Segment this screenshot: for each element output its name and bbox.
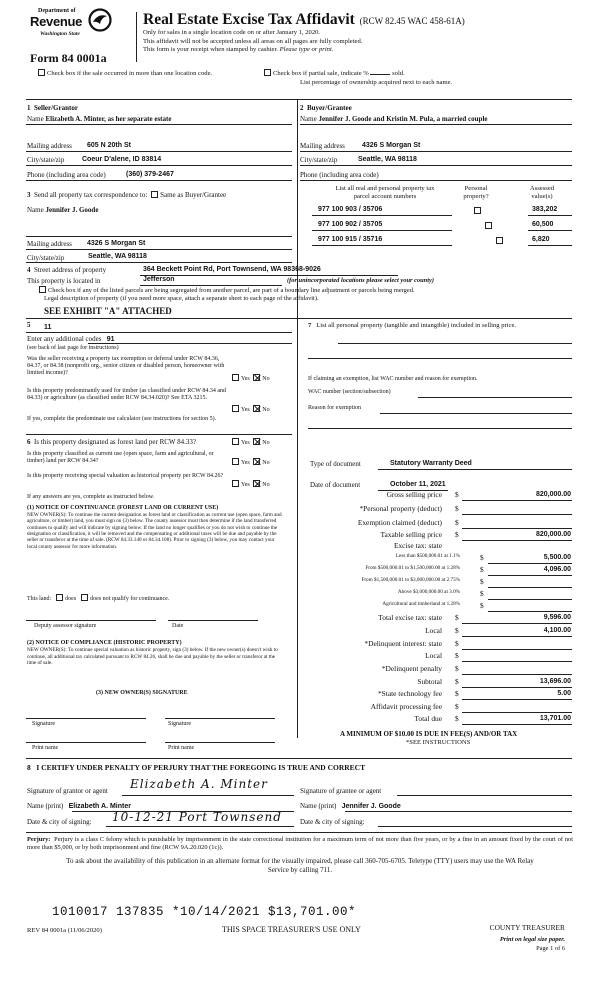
grantor-print-row: Name (print) Elizabeth A. Minter	[27, 802, 131, 810]
form-title: Real Estate Excise Tax Affidavit	[143, 11, 355, 28]
rev-number: REV 84 0001a (11/06/2020)	[27, 927, 102, 934]
partial-pct-field[interactable]	[370, 69, 390, 75]
form-number: Form 84 0001a	[30, 51, 107, 65]
grantor-print-name[interactable]: Elizabeth A. Minter	[68, 803, 131, 810]
seller-city-label: City/state/zip	[27, 156, 65, 164]
treasurer-stamp: 1010017 137835 *10/14/2021 $13,701.00*	[52, 905, 357, 919]
calc-currency: $	[480, 589, 484, 598]
notice1-text: NEW OWNER(S): To continue the current designation as forest land or classification as current use (open space, farm and agriculture, or timber) land, you must sign on (3) below. The county assessor must then determine if the land transferred continues to qualify and will indicate by signing below. If the land no longer qualifies or you do not wish to continue the designation or classification, it will be removed and the compensating or additional taxes will be due and payable by the seller or transferor at the time of sale. (RCW 84.33.140 or 84.34.108). Prior to signing (3) below, you may contact your local county assessor for more information.	[27, 512, 282, 550]
buyer-city[interactable]: Seattle, WA 98118	[358, 156, 417, 163]
exhibit-text: SEE EXHIBIT "A" ATTACHED	[44, 306, 172, 316]
calc-label: *Personal property (deduct)	[359, 504, 442, 513]
assessed-value[interactable]: 60,500	[532, 221, 554, 228]
calc-label: Total due	[414, 714, 442, 723]
partial-sale-checkbox[interactable]	[264, 69, 271, 76]
seller-mail[interactable]: 605 N 20th St	[87, 142, 131, 149]
partial-sold-label: sold.	[392, 70, 405, 77]
calc-currency: $	[480, 565, 484, 574]
assessed-value[interactable]: 383,202	[532, 206, 558, 213]
logo-line2: Revenue	[30, 14, 83, 29]
sec6-q3: Is this property receiving special valuation as historical property per RCW 84.26?	[27, 473, 224, 479]
owner-sig-label-2: Signature	[168, 721, 191, 727]
calc-currency: $	[455, 664, 459, 673]
calc-currency: $	[455, 518, 459, 527]
calc-currency: $	[455, 689, 459, 698]
calc-label: Less than $500,000.01 at 1.1%	[395, 553, 460, 559]
doc-date[interactable]: October 11, 2021	[390, 481, 446, 488]
form-title-ref: (RCW 82.45 WAC 458-61A)	[359, 16, 465, 26]
calc-currency: $	[455, 626, 459, 635]
calc-value[interactable]: 5.00	[557, 690, 571, 697]
notice-1: Only for sales in a single location code on or after January 1, 2020.	[143, 29, 321, 36]
seller-city[interactable]: Coeur D'alene, ID 83814	[82, 156, 162, 163]
calc-currency: $	[455, 714, 459, 723]
calc-value[interactable]: 13,701.00	[539, 715, 571, 722]
correspondence-row: 3 Send all property tax correspondence to: Same as Buyer/Grantee	[27, 191, 227, 199]
calc-currency: $	[455, 702, 459, 711]
calc-label: Local	[425, 651, 442, 660]
parcel-number[interactable]: 977 100 902 / 35705	[318, 221, 383, 228]
dor-logo	[28, 8, 112, 40]
form-title-row	[143, 11, 465, 29]
calc-currency: $	[455, 639, 459, 648]
calc-label: From $500,000.01 to $1,500,000.00 at 1.28%	[365, 565, 460, 571]
notice-3-em: Please type or print.	[279, 46, 334, 54]
calc-currency: $	[455, 504, 459, 513]
seller-mail-label: Mailing address	[27, 142, 72, 150]
sec7-claim: If claiming an exemption, list WAC number and reason for exemption.	[308, 376, 478, 382]
deputy-date-label: Date	[172, 623, 184, 629]
personal-property-checkbox[interactable]	[474, 207, 481, 214]
buyer-mail-label: Mailing address	[300, 142, 345, 150]
assessed-value[interactable]: 6,820	[532, 236, 550, 243]
does-checkbox[interactable]	[56, 594, 63, 601]
personal-col-header: Personal property?	[463, 185, 489, 200]
owner-print-label-1: Print name	[32, 745, 59, 751]
page-number: Page 1 of 6	[536, 945, 565, 952]
legal-size-note: Print on legal size paper.	[499, 936, 565, 943]
minimum-note: A MINIMUM OF $10.00 IS DUE IN FEE(S) AND/OR TAX	[340, 730, 518, 738]
calc-currency: $	[480, 601, 484, 610]
calc-currency: $	[455, 651, 459, 660]
calc-value[interactable]: 820,000.00	[535, 491, 571, 498]
perjury-statement: Perjury: Perjury is a class C felony which is punishable by imprisonment in the state correctional institution for a maximum term of not more than five years, or by a fine in an amount fixed by the court of not more than $5,000, or by both imprisonment and fine (RCW 9A.20.020 (1c)).	[27, 836, 573, 852]
dor-emblem-icon	[88, 8, 112, 32]
notice1-title: (1) NOTICE OF CONTINUANCE (FOREST LAND OR CURRENT USE)	[27, 505, 219, 511]
sec5-q2: Is this property predominantly used for timber (as classified under RCW 84.34 and 84.33) or agriculture (as classified under RCW 84.34.020)? See ETA 3215.	[27, 388, 227, 401]
calc-label: *Delinquent penalty	[381, 664, 442, 673]
parcel-number[interactable]: 977 100 915 / 35716	[318, 236, 383, 243]
does-not-checkbox[interactable]	[81, 594, 88, 601]
partial-sale-check[interactable]	[262, 69, 405, 78]
seller-heading: 1 Seller/Grantor	[27, 104, 78, 112]
sec6-q2: Is this property classified as current use (open space, farm and agricultural, or timber) land per RCW 84.34?	[27, 451, 214, 464]
seller-name-row: Name Elizabeth A. Minter, as her separate estate	[27, 115, 172, 123]
sec5-q1: Was the seller receiving a property tax exemption or deferral under RCW 84.36, 84.37, or 84.38 (nonprofit org., senior citizen or disabled person, homeowner with limited income)?	[27, 356, 225, 376]
notice-3: This form is your receipt when stamped by cashier.	[143, 46, 278, 54]
calc-value[interactable]: 4,100.00	[543, 627, 571, 634]
calc-label: From $1,500,000.01 to $3,000,000.00 at 2.75%	[361, 577, 460, 583]
additional-codes[interactable]: 91	[106, 336, 115, 343]
sec7-wac-label: WAC number (section/subsection)	[308, 389, 391, 395]
seller-name[interactable]: Elizabeth A. Minter, as her separate estate	[45, 115, 172, 123]
calc-value[interactable]: 13,696.00	[539, 678, 571, 685]
sec6-q1-row: 6 Is this property designated as forest land per RCW 84.33?	[27, 438, 197, 446]
buyer-phone-label: Phone (including area code)	[300, 171, 379, 179]
land-use-code[interactable]: 11	[44, 324, 52, 331]
street-row: 4 Street address of property	[27, 266, 107, 274]
see-last-page: (see back of last page for instructions)	[27, 345, 119, 351]
property-county[interactable]: Jefferson	[143, 276, 175, 283]
doc-type-label: Type of document	[310, 460, 361, 468]
doc-type[interactable]: Statutory Warranty Deed	[390, 460, 472, 467]
legal-desc-label: Legal description of property (if you need more space, attach a separate sheet to each page of the affidavit).	[44, 295, 319, 302]
continuance-row: This land: does does not qualify for continuance.	[27, 596, 170, 602]
buyer-name[interactable]: Jennifer J. Goode and Kristin M. Pula, a married couple	[318, 115, 488, 123]
calc-currency: $	[455, 490, 459, 499]
logo-line3: Washington State	[40, 31, 80, 37]
calc-currency: $	[480, 577, 484, 586]
multi-location-label: Check box if the sale occurred in more than one location code.	[47, 70, 213, 77]
calc-label: Total excise tax: state	[378, 613, 442, 622]
assessed-col-header: Assessed value(s)	[529, 185, 555, 200]
sec6-q2-answer[interactable]: Yes No	[230, 458, 270, 467]
grantor-sig-label: Signature of grantor or agent	[27, 787, 108, 795]
calc-label: Taxable selling price	[380, 530, 442, 539]
accessibility-note: To ask about the availability of this publication in an alternate format for the visually impaired, please call 360-705-6705. Teletype (TTY) users may use the WA Relay Service by calling 711.	[66, 857, 534, 875]
calc-currency: $	[480, 553, 484, 562]
grantee-print-name[interactable]: Jennifer J. Goode	[341, 803, 401, 810]
seller-phone[interactable]: (360) 379-2467	[126, 171, 174, 178]
multi-location-check[interactable]	[36, 69, 212, 78]
county-treasurer: COUNTY TREASURER	[489, 923, 565, 932]
sec7-text: 7 List all personal property (tangible and intangible) included in selling price.	[308, 322, 517, 329]
treasurer-space: THIS SPACE TREASURER'S USE ONLY	[222, 925, 361, 934]
sec6-q4: If any answers are yes, complete as instructed below.	[27, 494, 155, 500]
unincorp-note: (for unincorporated locations please select your county)	[287, 277, 434, 284]
seller-phone-label: Phone (including area code)	[27, 171, 106, 179]
calc-label: Gross selling price	[386, 490, 442, 499]
multi-location-checkbox[interactable]	[38, 69, 45, 76]
sec6-q1-answer[interactable]: Yes No	[230, 438, 270, 447]
sec5-q3: If yes, complete the predominate use calculator (see instructions for section 5).	[27, 416, 217, 422]
sec5-q1-answer[interactable]: Yes No	[230, 374, 270, 383]
parcel-col-header: List all real and personal property tax parcel account numbers	[335, 185, 435, 200]
calc-currency: $	[455, 613, 459, 622]
buyer-heading: 2 Buyer/Grantee	[300, 104, 352, 112]
certify-row: 8 I CERTIFY UNDER PENALTY OF PERJURY THAT THE FOREGOING IS TRUE AND CORRECT	[27, 763, 366, 772]
parcel-number[interactable]: 977 100 903 / 35706	[318, 206, 383, 213]
calc-label: Excise tax: state	[393, 541, 442, 550]
personal-property-checkbox[interactable]	[496, 237, 503, 244]
calc-label: Affidavit processing fee	[370, 702, 442, 711]
grantee-sig-label: Signature of grantee or agent	[300, 787, 382, 795]
property-street[interactable]: 364 Beckett Point Rd, Port Townsend, WA 98368-9026	[143, 266, 321, 273]
sec6-q3-answer[interactable]: Yes No	[230, 480, 270, 489]
buyer-name-row: Name Jennifer J. Goode and Kristin M. Pula, a married couple	[300, 115, 488, 123]
calc-label: *Delinquent interest: state	[364, 639, 442, 648]
grantor-signature[interactable]: Elizabeth A. Minter	[130, 777, 268, 791]
deputy-sig-label: Deputy assessor signature	[34, 623, 97, 629]
notice2-title: (2) NOTICE OF COMPLIANCE (HISTORIC PROPERTY)	[27, 640, 182, 646]
doc-date-label: Date of document	[310, 481, 361, 489]
notice-2: This affidavit will not be accepted unless all areas on all pages are fully completed.	[143, 37, 363, 45]
corr-mail-label: Mailing address	[27, 240, 72, 248]
calc-value[interactable]: 4,096.00	[543, 566, 571, 573]
grantor-date-label: Date & city of signing:	[27, 818, 92, 826]
calc-value[interactable]: 9,596.00	[543, 614, 571, 621]
calc-label: Local	[425, 626, 442, 635]
calc-value[interactable]: 5,500.00	[543, 554, 571, 561]
calc-value[interactable]: 820,000.00	[535, 531, 571, 538]
calc-currency: $	[455, 677, 459, 686]
owner-print-label-2: Print name	[168, 745, 195, 751]
header-notices	[143, 29, 362, 55]
corr-mail[interactable]: 4326 S Morgan St	[87, 240, 146, 247]
corr-name[interactable]: Jennifer J. Goode	[45, 206, 99, 214]
segregate-check[interactable]: Check box if any of the listed parcels are being segregated from another parcel, are part of a boundary line adjustment or parcels being merged.	[37, 286, 415, 294]
partial-sale-label: Check box if partial sale, indicate %	[273, 70, 369, 77]
notice2-text: NEW OWNER(S): To continue special valuation as historic property, sign (3) below. If the new owner(s) doesn't wish to continue, all additional tax calculated pursuant to RCW 84.26, shall be due and payable by the seller or transferor at the time of sale.	[27, 647, 278, 666]
grantee-print-row: Name (print) Jennifer J. Goode	[300, 802, 401, 810]
calc-label: *State technology fee	[377, 689, 442, 698]
notice3-title: (3) NEW OWNER(S) SIGNATURE	[96, 690, 188, 696]
sec5-num: 5	[27, 321, 31, 329]
corr-name-row: Name Jennifer J. Goode	[27, 206, 99, 214]
owner-sig-label-1: Signature	[32, 721, 55, 727]
additional-codes-row: Enter any additional codes 91	[27, 335, 115, 343]
sec5-q2-answer[interactable]: Yes No	[230, 405, 270, 414]
calc-label: Agricultural and timberland at 1.28%	[382, 601, 460, 607]
calc-currency: $	[455, 530, 459, 539]
see-instructions: *SEE INSTRUCTIONS	[406, 739, 471, 746]
sec7-reason-label: Reason for exemption	[308, 405, 361, 411]
calc-label: Exemption claimed (deduct)	[357, 518, 442, 527]
logo-line1: Department of	[38, 8, 76, 14]
ownership-note: List percentage of ownership acquired next to each name.	[300, 79, 453, 86]
grantor-date-city[interactable]: 10-12-21 Port Townsend	[112, 810, 282, 824]
calc-label: Above $3,000,000.00 at 3.0%	[397, 589, 460, 595]
segregate-checkbox[interactable]	[39, 286, 46, 293]
grantee-date-label: Date & city of signing:	[300, 818, 365, 826]
corr-city[interactable]: Seattle, WA 98118	[88, 253, 147, 260]
calc-label: Subtotal	[417, 677, 442, 686]
same-as-buyer-checkbox[interactable]	[151, 191, 158, 198]
buyer-mail[interactable]: 4326 S Morgan St	[362, 142, 421, 149]
buyer-city-label: City/state/zip	[300, 156, 338, 164]
corr-city-label: City/state/zip	[27, 254, 65, 262]
located-label: This property is located in	[27, 277, 101, 285]
personal-property-checkbox[interactable]	[485, 222, 492, 229]
